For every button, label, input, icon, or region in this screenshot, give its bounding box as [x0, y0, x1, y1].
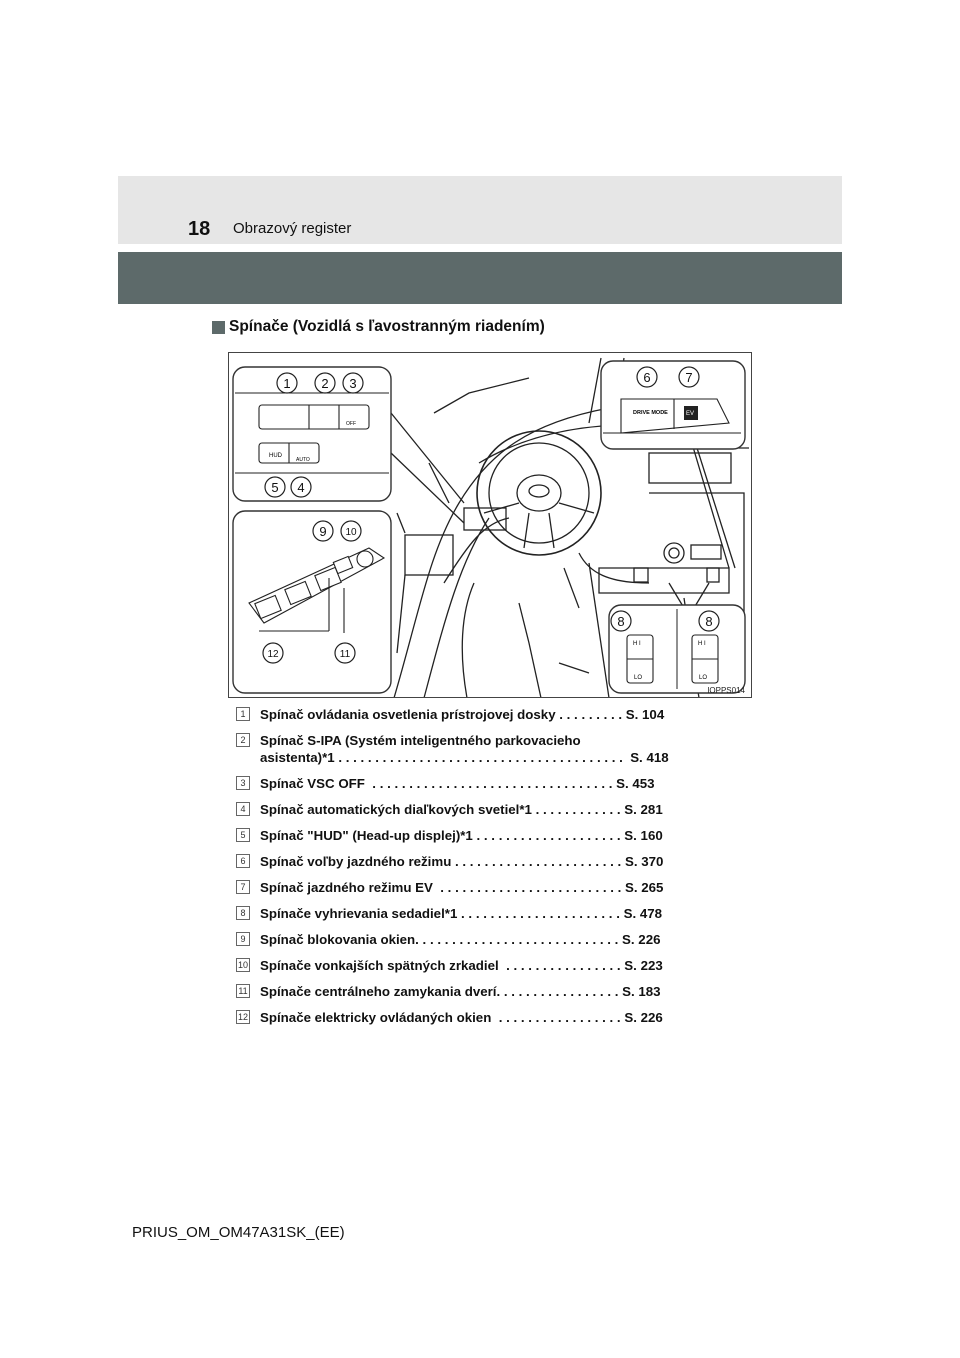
- figure-code: IOPPS014: [707, 686, 745, 695]
- auto-label: AUTO: [296, 457, 310, 463]
- ev-label: EV: [686, 411, 695, 417]
- list-item: [236, 905, 726, 922]
- callout-9: 9: [319, 524, 327, 539]
- item-number: 5: [236, 828, 250, 842]
- off-label: OFF: [346, 421, 356, 427]
- seat-lo-label-right: LO: [699, 675, 708, 681]
- item-number: 9: [236, 932, 250, 946]
- item-text: Spínač jazdného režimu EV . . . . . . . . . . . . . . . . . . . . . . . . . S. 265: [260, 880, 664, 895]
- callout-4: 4: [297, 480, 305, 495]
- callout-8b: 8: [705, 614, 713, 629]
- header-top-band: [118, 176, 842, 244]
- item-number: 12: [236, 1010, 250, 1024]
- item-number: 7: [236, 880, 250, 894]
- callout-3: 3: [349, 376, 357, 391]
- item-text: Spínače vyhrievania sedadiel*1 . . . . . . . . . . . . . . . . . . . . . . S. 478: [260, 906, 663, 921]
- list-item: [236, 879, 726, 896]
- drive-mode-label: DRIVE MODE: [633, 410, 668, 416]
- item-text: Spínač VSC OFF . . . . . . . . . . . . . . . . . . . . . . . . . . . . . . . . . S. 453: [260, 776, 655, 791]
- seat-lo-label-left: LO: [634, 675, 643, 681]
- hud-label: HUD: [269, 453, 282, 459]
- heading-text: Spínače (Vozidlá s ľavostranným riadením): [229, 318, 545, 335]
- list-item: [236, 801, 726, 818]
- list-item: [236, 706, 726, 723]
- callout-8a: 8: [617, 614, 625, 629]
- callout-11: 11: [339, 649, 351, 660]
- item-text: Spínače vonkajších spätných zrkadiel . . . . . . . . . . . . . . . . S. 223: [260, 958, 663, 973]
- illustration-svg: [229, 353, 752, 698]
- section-heading: [212, 318, 545, 336]
- list-item: [236, 827, 726, 844]
- item-number: 6: [236, 854, 250, 868]
- item-number: 11: [236, 984, 250, 998]
- callout-10: 10: [345, 527, 357, 538]
- list-item: [236, 983, 726, 1000]
- seat-hi-label-right: H I: [698, 641, 706, 647]
- item-list: [236, 706, 726, 1035]
- switch-illustration: [228, 352, 752, 698]
- callout-1: 1: [283, 376, 291, 391]
- callout-7: 7: [685, 370, 693, 385]
- item-number: 3: [236, 776, 250, 790]
- list-item: [236, 957, 726, 974]
- seat-hi-label-left: H I: [633, 641, 641, 647]
- list-item: [236, 732, 726, 766]
- section-title: Obrazový register: [233, 220, 352, 237]
- item-text: Spínač voľby jazdného režimu . . . . . . . . . . . . . . . . . . . . . . . S. 370: [260, 854, 664, 869]
- item-number: 4: [236, 802, 250, 816]
- item-text: Spínač S-IPA (Systém inteligentného parkovacieho asistenta)*1 . . . . . . . . . . . . . . . . . . . . . . . . . . . . . . . . . . . . . . . S. 418: [260, 733, 669, 765]
- footer-document-code: PRIUS_OM_OM47A31SK_(EE): [132, 1224, 345, 1241]
- list-item: [236, 775, 726, 792]
- callout-6: 6: [643, 370, 651, 385]
- heading-square-icon: [212, 321, 225, 334]
- item-number: 10: [236, 958, 250, 972]
- item-number: 8: [236, 906, 250, 920]
- callout-12: 12: [267, 649, 279, 660]
- item-number: 2: [236, 733, 250, 747]
- callout-5: 5: [271, 480, 279, 495]
- page-number: 18: [188, 218, 211, 240]
- item-text: Spínač ovládania osvetlenia prístrojovej dosky . . . . . . . . . S. 104: [260, 707, 665, 722]
- item-text: Spínač automatických diaľkových svetiel*1 . . . . . . . . . . . . S. 281: [260, 802, 663, 817]
- header-dark-band: [118, 252, 842, 304]
- item-text: Spínače centrálneho zamykania dverí. . . . . . . . . . . . . . . . . S. 183: [260, 984, 661, 999]
- item-text: Spínač "HUD" (Head-up displej)*1 . . . . . . . . . . . . . . . . . . . . S. 160: [260, 828, 663, 843]
- list-item: [236, 931, 726, 948]
- callout-2: 2: [321, 376, 329, 391]
- list-item: [236, 853, 726, 870]
- item-number: 1: [236, 707, 250, 721]
- list-item: [236, 1009, 726, 1026]
- item-text: Spínač blokovania okien. . . . . . . . . . . . . . . . . . . . . . . . . . . . S. 226: [260, 932, 661, 947]
- item-text: Spínače elektricky ovládaných okien . . . . . . . . . . . . . . . . . S. 226: [260, 1010, 663, 1025]
